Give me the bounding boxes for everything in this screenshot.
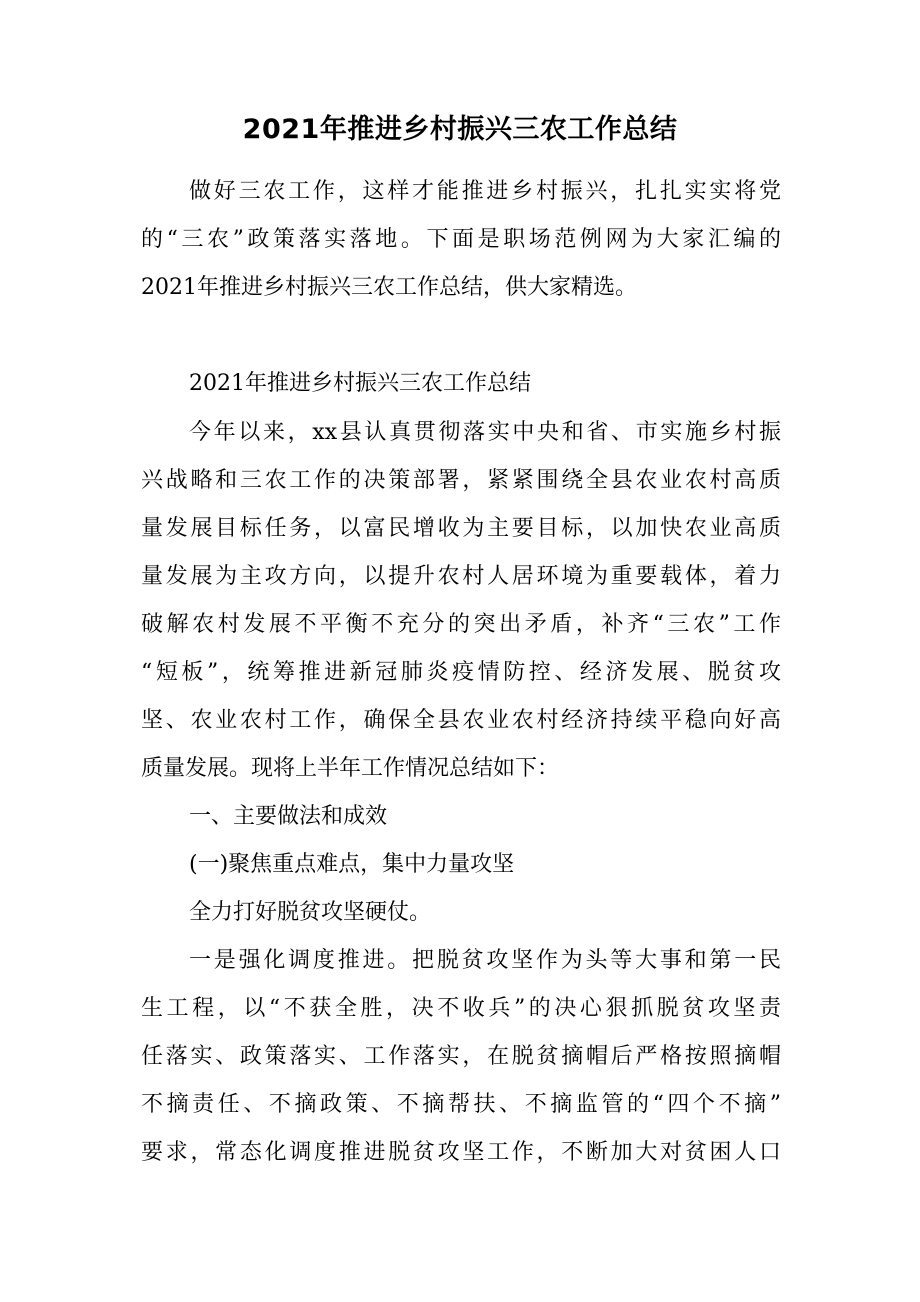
- para1-line-6: “短板”，统筹推进新冠肺炎疫情防控、经济发展、脱贫攻: [141, 660, 781, 685]
- para1-line-4: 量发展为主攻方向，以提升农村人居环境为重要载体，着力: [141, 564, 781, 589]
- para2-line-2: 生工程，以“不获全胜，决不收兵”的决心狠抓脱贫攻坚责: [141, 996, 781, 1021]
- para1-line-8: 质量发展。现将上半年工作情况总结如下：: [141, 756, 560, 781]
- para2-line-4: 不摘责任、不摘政策、不摘帮扶、不摘监管的“四个不摘”: [141, 1092, 781, 1117]
- para2-line-1: 一是强化调度推进。把脱贫攻坚作为头等大事和第一民: [189, 948, 781, 973]
- para2-line-3: 任落实、政策落实、工作落实，在脱贫摘帽后严格按照摘帽: [141, 1044, 781, 1069]
- intro-line-1: 做好三农工作，这样才能推进乡村振兴，扎扎实实将党: [189, 179, 781, 204]
- heading-poverty-alleviation: 全力打好脱贫攻坚硬仗。: [189, 900, 432, 925]
- intro-line-2: 的“三农”政策落实落地。下面是职场范例网为大家汇编的: [141, 227, 781, 252]
- para1-line-5: 破解农村发展不平衡不充分的突出矛盾，补齐“三农”工作: [141, 612, 781, 637]
- para2-line-5: 要求，常态化调度推进脱贫攻坚工作，不断加大对贫困人口: [141, 1140, 781, 1165]
- para1-line-2: 兴战略和三农工作的决策部署，紧紧围绕全县农业农村高质: [141, 468, 781, 493]
- para1-line-1: 今年以来，xx县认真贯彻落实中央和省、市实施乡村振: [189, 420, 781, 445]
- intro-line-3: 2021年推进乡村振兴三农工作总结，供大家精选。: [141, 275, 637, 300]
- para1-line-3: 量发展目标任务，以富民增收为主要目标，以加快农业高质: [141, 516, 781, 541]
- document-title: 2021年推进乡村振兴三农工作总结: [242, 114, 678, 145]
- para1-line-7: 坚、农业农村工作，确保全县农业农村经济持续平稳向好高: [141, 708, 781, 733]
- heading-focus-key-points: (一)聚焦重点难点，集中力量攻坚: [189, 852, 515, 877]
- heading-main-measures: 一、主要做法和成效: [189, 804, 388, 829]
- section-subtitle: 2021年推进乡村振兴三农工作总结: [189, 371, 531, 396]
